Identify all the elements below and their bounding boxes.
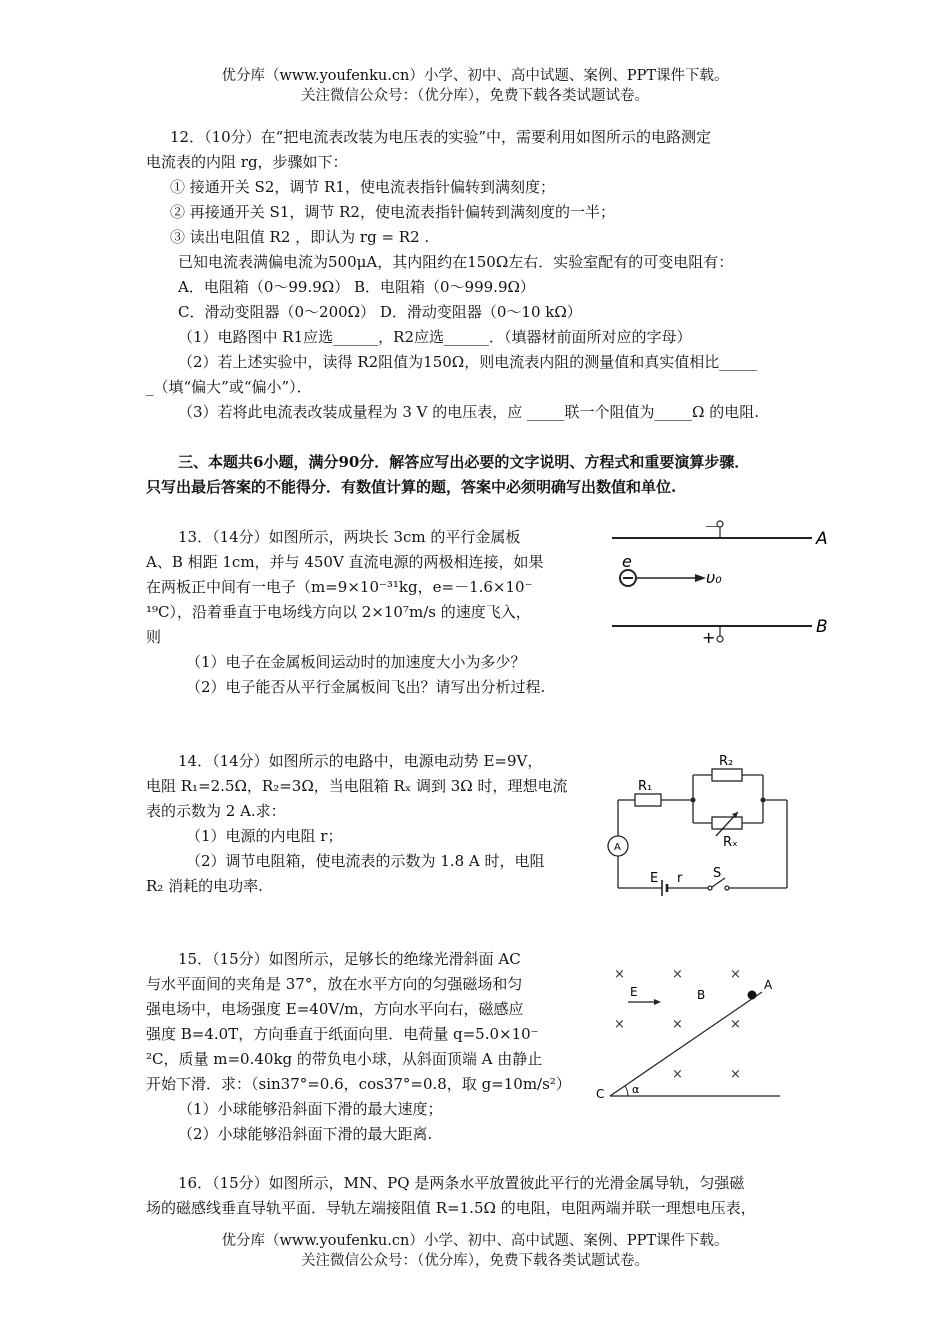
internal-resistance-label: r: [677, 871, 683, 886]
plus-terminal-label: +: [702, 628, 716, 647]
q12-line: ② 再接通开关 S1，调节 R2，使电流表指针偏转到满刻度的一半；: [170, 203, 615, 221]
cross-icon: ×: [672, 967, 683, 982]
q12-line: （3）若将此电流表改装成量程为 3 V 的电压表，应 _____联一个阻值为_____Ω 的电阻.: [178, 403, 759, 421]
q13-line: A、B 相距 1cm，并与 450V 直流电源的两极相连接，如果: [146, 553, 544, 571]
q15-line: 强度 B=4.0T，方向垂直于纸面向里．电荷量 q=5.0×10⁻: [146, 1025, 539, 1043]
switch-label: S: [713, 866, 722, 881]
cross-icon: ×: [614, 1017, 625, 1032]
cross-icon: ×: [730, 1067, 741, 1082]
q12-line: 12．（10分）在“把电流表改装为电压表的实验”中，需要利用如图所示的电路测定: [170, 128, 712, 146]
q12-line: （1）电路图中 R1应选______，R2应选______．（填器材前面所对应的字母）: [178, 328, 692, 346]
q12-line: ① 接通开关 S2，调节 R1，使电流表指针偏转到满刻度；: [170, 178, 555, 196]
resistor-r1-icon: [635, 794, 661, 806]
cross-icon: ×: [730, 1017, 741, 1032]
plate-a-label: A: [816, 529, 828, 549]
incline-figure: [590, 962, 790, 1102]
cross-icon: ×: [672, 1017, 683, 1032]
q13-line: 在两板正中间有一电子（m=9×10⁻³¹kg，e=－1.6×10⁻: [146, 578, 533, 596]
q14-line: 14．（14分）如图所示的电路中，电源电动势 E=9V，: [178, 752, 543, 770]
q12-line: 已知电流表满偏电流为500μA，其内阻约在150Ω左右．实验室配有的可变电阻有：: [178, 253, 734, 271]
q15-line: ²C，质量 m=0.40kg 的带负电小球，从斜面顶端 A 由静止: [146, 1050, 543, 1068]
q13-line: 则: [146, 628, 162, 646]
q12-line: _（填“偏大”或“偏小”）．: [146, 378, 312, 396]
point-a-label: A: [764, 978, 773, 992]
plate-b-label: B: [816, 617, 828, 637]
circuit-figure: [600, 750, 800, 900]
header-line-1: 优分库（www.youfenku.cn）小学、初中、高中试题、案例、PPT课件下载。: [221, 68, 729, 84]
q15-line: 开始下滑．求：（sin37°=0.6，cos37°=0.8，取 g=10m/s²）: [146, 1075, 571, 1093]
header-line-2: 关注微信公众号：（优分库），免费下载各类试题试卷。: [301, 88, 649, 104]
q15-line: 强电场中，电场强度 E=40V/m，方向水平向右，磁感应: [146, 1000, 524, 1018]
section-3-instruction: 只写出最后答案的不能得分．有数值计算的题，答案中必须明确写出数值和单位.: [146, 478, 677, 496]
q14-line: （1）电源的内电阻 r；: [186, 827, 343, 845]
q12-line: A．电阻箱（0～99.9Ω） B．电阻箱（0～999.9Ω）: [178, 278, 535, 296]
q15-line: （2）小球能够沿斜面下滑的最大距离.: [178, 1125, 433, 1143]
q12-line: （2）若上述实验中，读得 R2阻值为150Ω，则电流表内阻的测量值和真实值相比_____: [178, 353, 757, 371]
minus-terminal-label: －: [704, 518, 720, 536]
r1-label: R₁: [638, 779, 653, 794]
footer-line-2: 关注微信公众号：（优分库），免费下载各类试题试卷。: [301, 1253, 649, 1269]
q13-line: 13．（14分）如图所示，两块长 3cm 的平行金属板: [178, 528, 521, 546]
field-b-label: B: [697, 988, 706, 1002]
q16-line: 16．（15分）如图所示，MN、PQ 是两条水平放置彼此平行的光滑金属导轨，匀强磁: [178, 1174, 745, 1192]
cross-icon: ×: [614, 967, 625, 982]
q15-line: 15．（15分）如图所示，足够长的绝缘光滑斜面 AC: [178, 950, 521, 968]
footer-line-1: 优分库（www.youfenku.cn）小学、初中、高中试题、案例、PPT课件下载。: [221, 1233, 729, 1249]
ammeter-label: A: [614, 842, 621, 853]
q13-line: ¹⁹C），沿着垂直于电场线方向以 2×10⁷m/s 的速度飞入，: [146, 603, 531, 621]
resistor-box-rx-icon: [712, 817, 742, 829]
electron-label: e: [622, 552, 632, 571]
q14-line: R₂ 消耗的电功率.: [146, 877, 263, 895]
emf-label: E: [650, 871, 659, 886]
q14-line: 表的示数为 2 A.求：: [146, 802, 286, 820]
r2-label: R₂: [719, 754, 734, 769]
q15-line: （1）小球能够沿斜面下滑的最大速度；: [178, 1100, 443, 1118]
q12-line: 电流表的内阻 rg，步骤如下：: [146, 153, 348, 171]
ball-icon: [748, 991, 757, 1000]
q12-line: ③ 读出电阻值 R2 ，即认为 rg = R2 .: [170, 228, 430, 246]
cross-icon: ×: [730, 967, 741, 982]
angle-label: α: [632, 1083, 640, 1096]
q12-line: C．滑动变阻器（0～200Ω） D．滑动变阻器（0～10 kΩ）: [178, 303, 582, 321]
cross-icon: ×: [672, 1067, 683, 1082]
field-e-label: E: [630, 985, 638, 999]
q14-line: （2）调节电阻箱，使电流表的示数为 1.8 A 时，电阻: [186, 852, 545, 870]
section-3-instruction: 三、本题共6小题，满分90分．解答应写出必要的文字说明、方程式和重要演算步骤．: [178, 453, 750, 471]
parallel-plates-figure: [600, 515, 840, 650]
q13-line: （2）电子能否从平行金属板间飞出？请写出分析过程.: [186, 678, 546, 696]
velocity-label: υ₀: [706, 568, 722, 587]
point-c-label: C: [596, 1087, 605, 1101]
q13-line: （1）电子在金属板间运动时的加速度大小为多少？: [186, 653, 526, 671]
q15-line: 与水平面间的夹角是 37°，放在水平方向的匀强磁场和匀: [146, 975, 523, 993]
q14-line: 电阻 R₁=2.5Ω，R₂=3Ω，当电阻箱 Rₓ 调到 3Ω 时，理想电流: [146, 777, 568, 795]
rx-label: Rₓ: [723, 835, 738, 850]
resistor-r2-icon: [712, 769, 742, 781]
q16-line: 场的磁感线垂直导轨平面．导轨左端接阻值 R=1.5Ω 的电阻，电阻两端并联一理想电压表，: [146, 1199, 756, 1217]
